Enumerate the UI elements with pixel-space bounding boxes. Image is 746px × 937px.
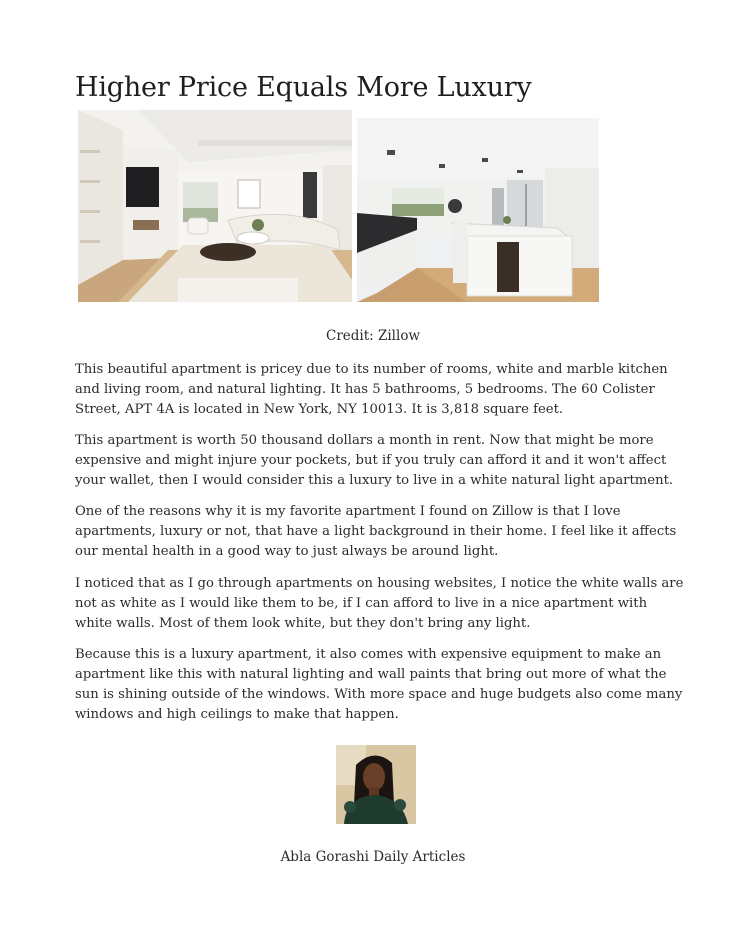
- author-photo: [336, 745, 416, 824]
- kitchen-photo: [357, 118, 599, 302]
- paragraph-3: One of the reasons why it is my favorite apartment I found on Zillow is that I love apartments, luxury or not, that have a light background in their home. I feel like it affects our mental health in a good way to just always be around light.: [75, 504, 677, 559]
- article-title: Higher Price Equals More Luxury: [75, 72, 532, 103]
- byline: Abla Gorashi Daily Articles: [280, 849, 466, 865]
- paragraph-4: I noticed that as I go through apartments on housing websites, I notice the white walls are not as white as I would like them to be, if I can afford to live in a nice apartment with white walls. Most of them look white, but they don't bring any light.: [75, 576, 684, 631]
- paragraph-1: This beautiful apartment is pricey due to its number of rooms, white and marble kitchen and living room, and natural lighting. It has 5 bathrooms, 5 bedrooms. The 60 Colister Street, APT 4A is located in New York, NY 10013. It is 3,818 square feet.: [75, 362, 668, 417]
- living-room-photo: [78, 110, 352, 302]
- paragraph-5: Because this is a luxury apartment, it also comes with expensive equipment to make an apartment like this with natural lighting and wall paints that bring out more of what the sun is shining outside of the windows. With more space and huge budgets also come many windows and high ceilings to make that happen.: [75, 647, 683, 722]
- paragraph-2: This apartment is worth 50 thousand dollars a month in rent. Now that might be more expensive and might injure your pockets, but if you truly can afford it and it won't affect your wallet, then I would consider this a luxury to live in a white natural light apartment.: [75, 433, 674, 488]
- photo-credit: Credit: Zillow: [325, 328, 420, 344]
